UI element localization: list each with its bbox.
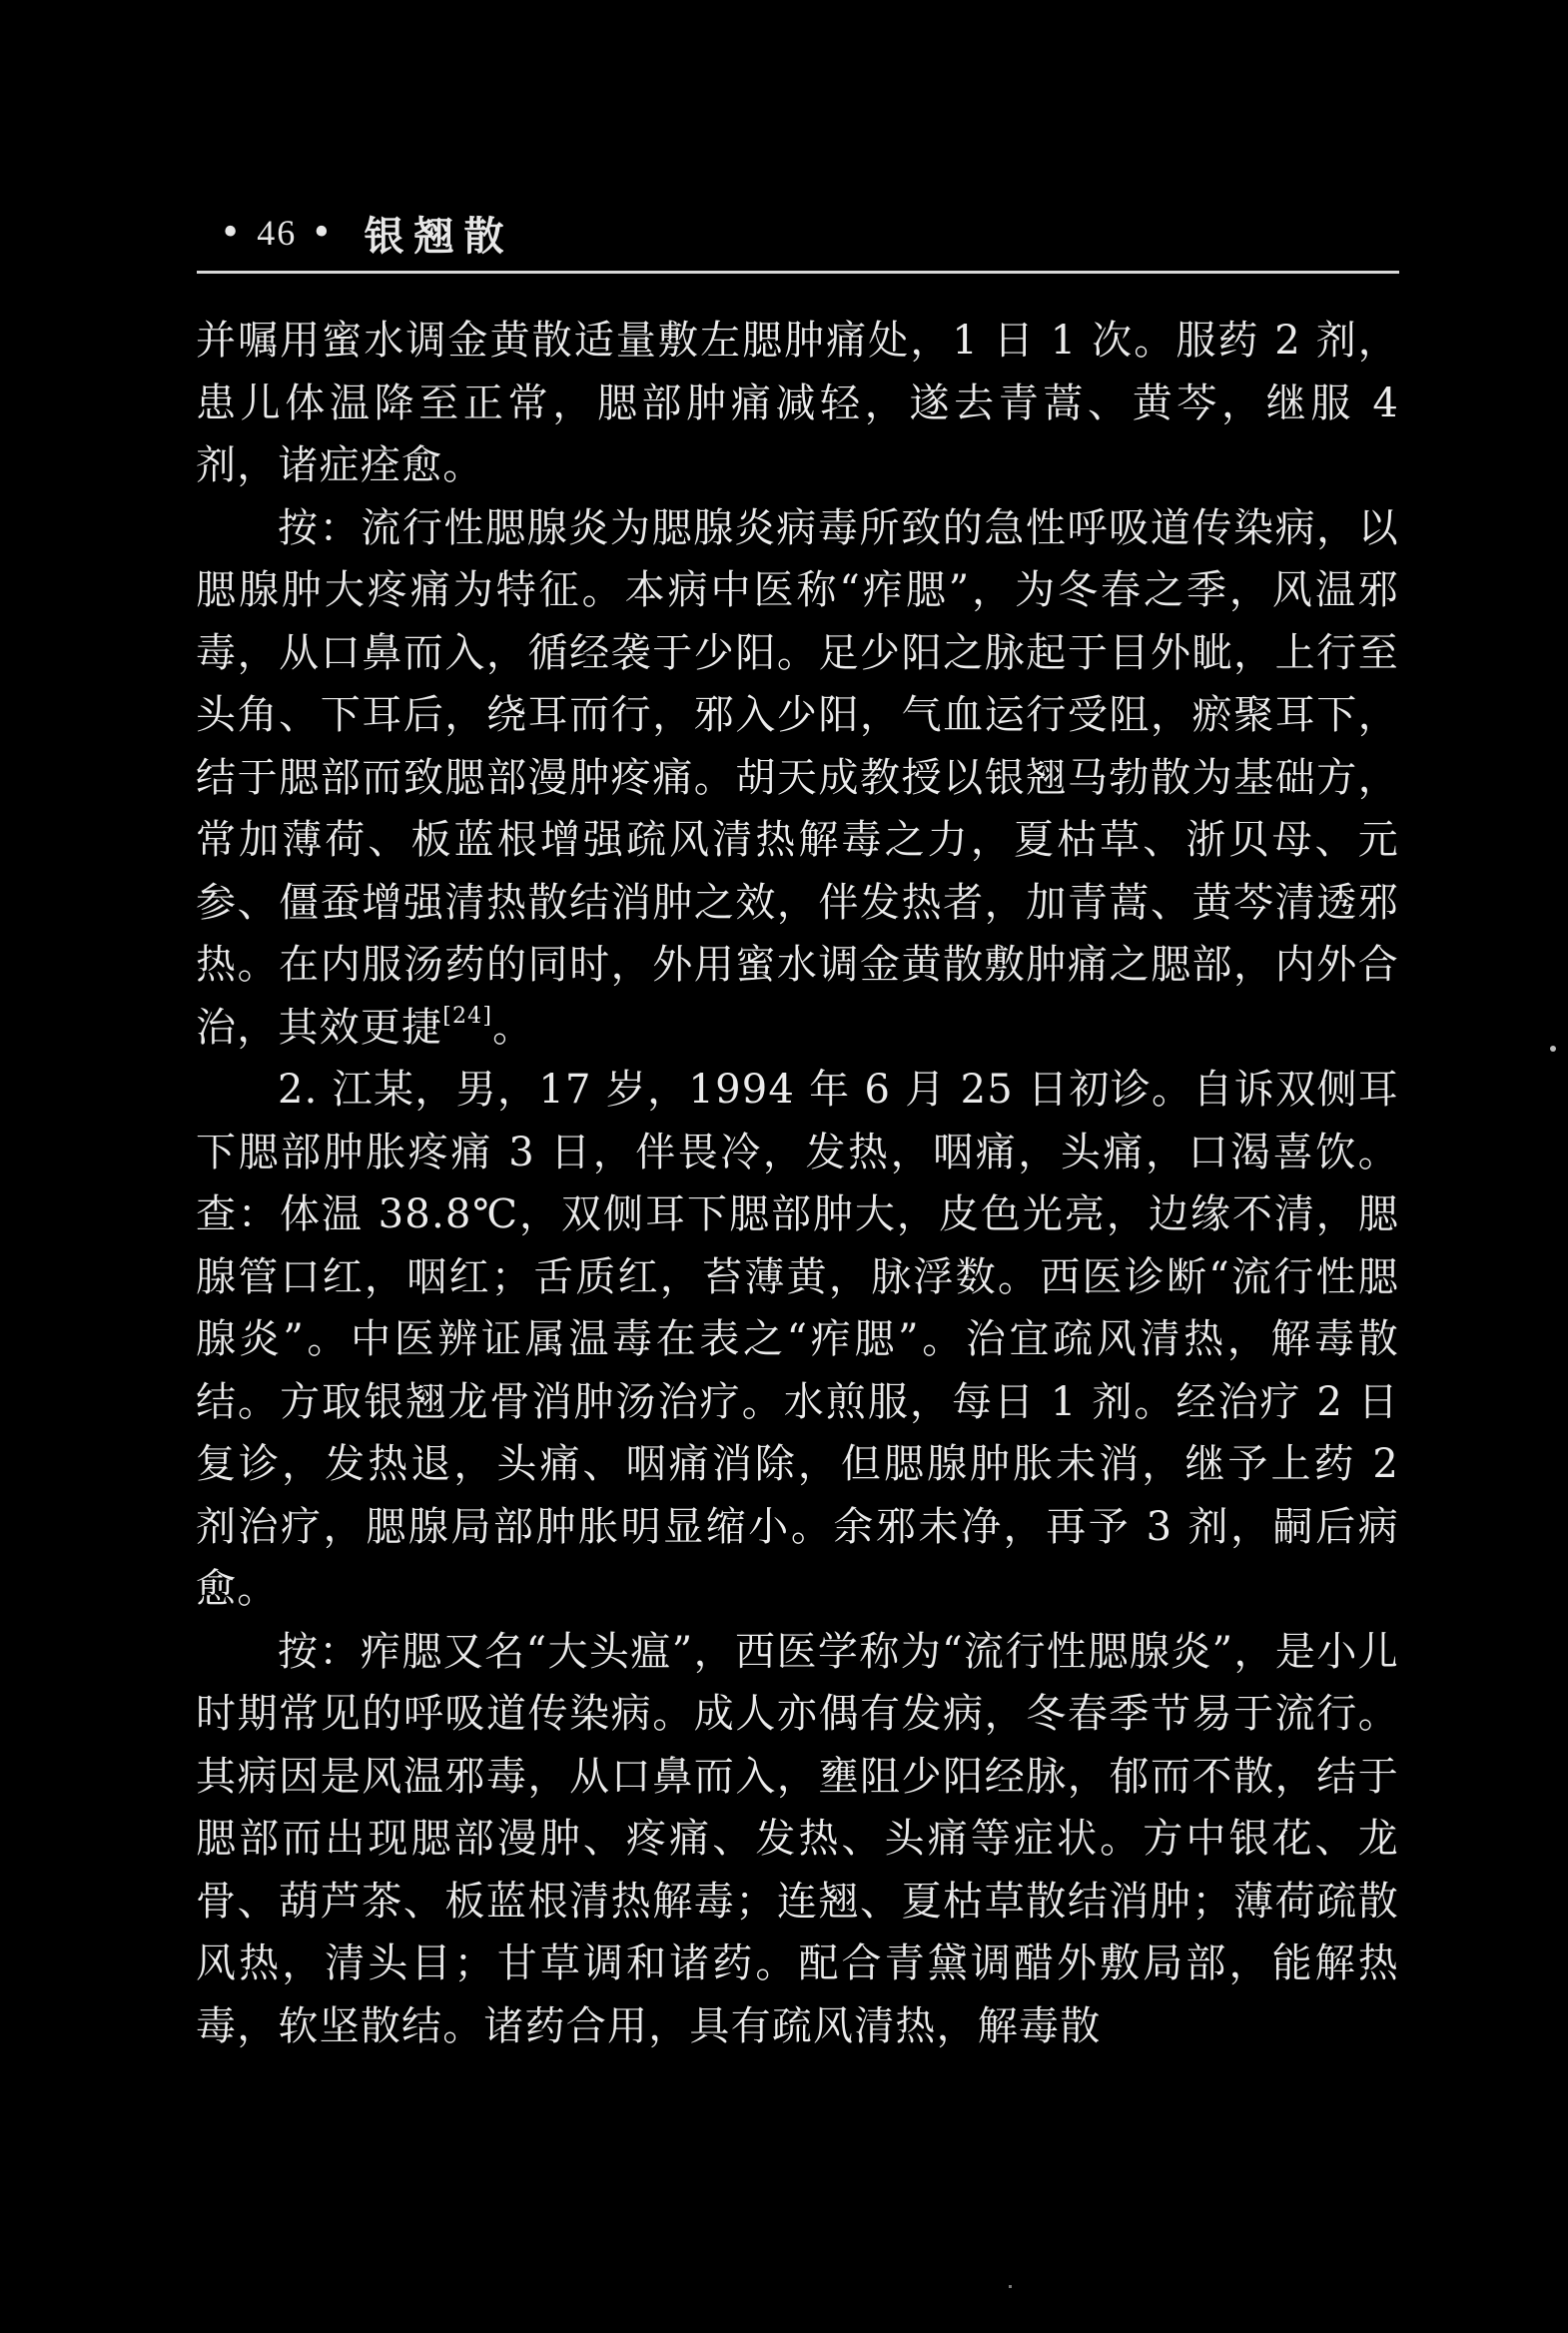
paragraph-commentary-2: 按：痄腮又名“大头瘟”，西医学称为“流行性腮腺炎”，是小儿时期常见的呼吸道传染病。成人亦偶有发病，冬春季节易于流行。其病因是风温邪毒，从口鼻而入，壅阻少阳经脉，郁而不散，结于腮部而出现腮部漫肿、疼痛、发热、头痛等症状。方中银花、龙骨、葫芦茶、板蓝根清热解毒；连翘、夏枯草散结消肿；薄荷疏散风热，清头目；甘草调和诸药。配合青黛调醋外敷局部，能解热毒，软坚散结。诸药合用，具有疏风清热，解毒散 <box>196 1628 1399 2049</box>
header-bullet-left: • <box>220 212 244 254</box>
paragraph-continuation: 并嘱用蜜水调金黄散适量敷左腮肿痛处，1 日 1 次。服药 2 剂，患儿体温降至正常，腮部肿痛减轻，遂去青蒿、黄芩，继服 4 剂，诸症痊愈。 <box>196 318 1399 488</box>
paragraph-case-2: 2. 江某，男，17 岁，1994 年 6 月 25 日初诊。自诉双侧耳下腮部肿胀疼痛 3 日，伴畏冷，发热，咽痛，头痛，口渴喜饮。查：体温 38.8℃，双侧耳下腮部肿大，皮色光亮，边缘不清，腮腺管口红，咽红；舌质红，苔薄黄，脉浮数。西医诊断“流行性腮腺炎”。中医辨证属温毒在表之“痄腮”。治宜疏风清热，解毒散结。方取银翘龙骨消肿汤治疗。水煎服，每日 1 剂。经治疗 2 日复诊，发热退，头痛、咽痛消除，但腮腺肿胀未消，继予上药 2 剂治疗，腮腺局部肿胀明显缩小。余邪未净，再予 3 剂，嗣后病愈。 <box>196 1067 1399 1612</box>
paragraph-commentary-1 <box>196 497 1399 1060</box>
book-title: 银翘散 <box>364 212 514 260</box>
citation-marker: [24] <box>442 1003 493 1029</box>
scan-speck <box>1550 1046 1556 1052</box>
paragraph-commentary-1-text: 按：流行性腮腺炎为腮腺炎病毒所致的急性呼吸道传染病，以腮腺肿大疼痛为特征。本病中医称“痄腮”，为冬春之季，风温邪毒，从口鼻而入，循经袭于少阳。足少阳之脉起于目外眦，上行至头角、下耳后，绕耳而行，邪入少阳，气血运行受阻，瘀聚耳下，结于腮部而致腮部漫肿疼痛。胡天成教授以银翘马勃散为基础方，常加薄荷、板蓝根增强疏风清热解毒之力，夏枯草、浙贝母、元参、僵蚕增强清热散结消肿之效，伴发热者，加青蒿、黄芩清透邪热。在内服汤药的同时，外用蜜水调金黄散敷肿痛之腮部，内外合治，其效更捷 <box>196 504 1399 1051</box>
page-number: 46 <box>257 213 298 253</box>
scan-speck-bottom <box>1009 2285 1012 2288</box>
running-header <box>220 203 513 263</box>
body-text <box>196 310 1399 2057</box>
header-rule <box>197 271 1399 274</box>
paragraph-commentary-1-end: 。 <box>492 1004 534 1051</box>
header-bullet-right: • <box>311 212 335 254</box>
